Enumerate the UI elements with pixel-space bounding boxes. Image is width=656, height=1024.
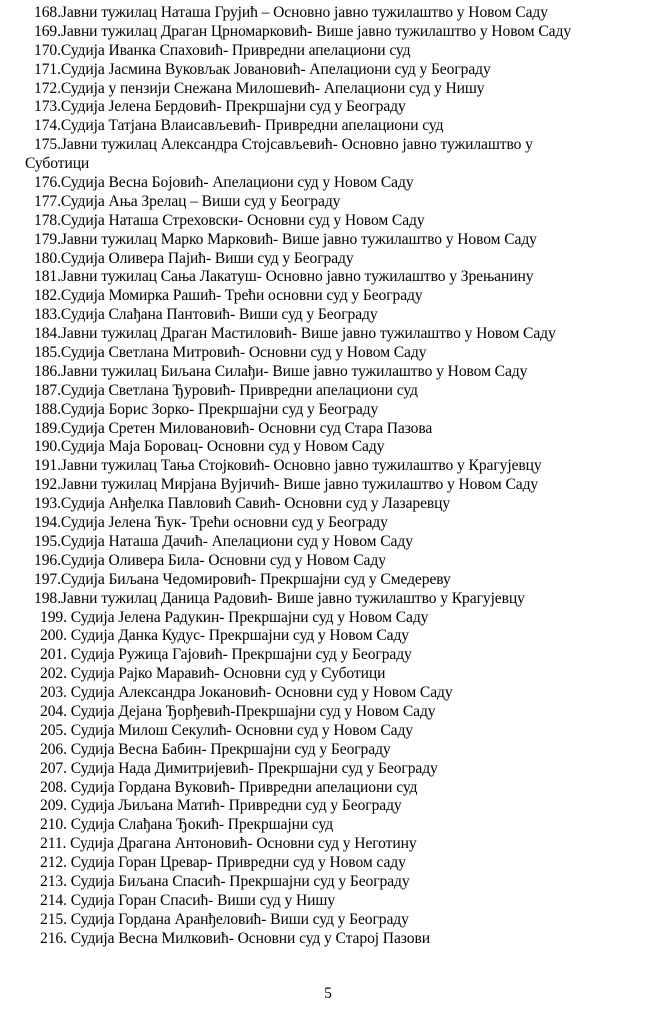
list-item: 194.Судија Јелена Ћук- Трећи основни суд у Београду bbox=[34, 514, 388, 532]
list-item: 169.Јавни тужилац Драган Црномарковић- Више јавно тужилаштво у Новом Саду bbox=[34, 22, 572, 40]
list-item: 174.Судија Татјана Влаисављевић- Привредни апелациони суд bbox=[34, 117, 444, 135]
list-item: 193.Судија Анђелка Павловић Савић- Основни суд у Лазаревцу bbox=[34, 495, 451, 513]
list-item: 208. Судија Гордана Вуковић- Привредни апелациони суд bbox=[40, 778, 418, 796]
list-item: 177.Судија Ања Зрелац – Виши суд у Београду bbox=[34, 192, 341, 210]
list-item: 201. Судија Ружица Гајовић- Прекршајни суд у Београду bbox=[40, 646, 412, 664]
list-item: 170.Судија Иванка Спаховић- Привредни апелациони суд bbox=[34, 41, 411, 59]
list-item: 211. Судија Драгана Антоновић- Основни суд у Неготину bbox=[40, 835, 417, 853]
list-item: 209. Судија Љиљана Матић- Привредни суд у Београду bbox=[40, 797, 402, 815]
list-item: 213. Судија Биљана Спасић- Прекршајни суд у Београду bbox=[40, 872, 410, 890]
list-item: 184.Јавни тужилац Драган Мастиловић- Више јавно тужилаштво у Новом Саду bbox=[34, 325, 556, 343]
list-item: 198.Јавни тужилац Даница Радовић- Више јавно тужилаштво у Крагујевцу bbox=[34, 589, 525, 607]
list-item: 197.Судија Биљана Чедомировић- Прекршајни суд у Смедереву bbox=[34, 570, 451, 588]
list-item: 179.Јавни тужилац Марко Марковић- Више јавно тужилаштво у Новом Саду bbox=[34, 230, 537, 248]
list-item: 187.Судија Светлана Ђуровић- Привредни апелациони суд bbox=[34, 381, 418, 399]
list-item: 212. Судија Горан Цревар- Привредни суд у Новом саду bbox=[40, 854, 406, 872]
list-item: 181.Јавни тужилац Сања Лакатуш- Основно јавно тужилаштво у Зрењанину bbox=[34, 268, 534, 286]
list-item: 191.Јавни тужилац Тања Стојковић- Основно јавно тужилаштво у Крагујевцу bbox=[34, 457, 542, 475]
list-item: 214. Судија Горан Спасић- Виши суд у Нишу bbox=[40, 891, 336, 909]
list-item: 186.Јавни тужилац Биљана Силађи- Више јавно тужилаштво у Новом Саду bbox=[34, 362, 528, 380]
list-item: 192.Јавни тужилац Мирјана Вујичић- Више јавно тужилаштво у Новом Саду bbox=[34, 476, 539, 494]
list-item: 195.Судија Наташа Дачић- Апелациони суд у Новом Саду bbox=[34, 532, 413, 550]
page-number: 5 bbox=[324, 985, 332, 1002]
list-item: 189.Судија Сретен Миловановић- Основни суд Стара Пазова bbox=[34, 419, 433, 437]
list-item: 176.Судија Весна Бојовић- Апелациони суд у Новом Саду bbox=[34, 174, 414, 192]
list-item: 200. Судија Данка Кудус- Прекршајни суд у Новом Саду bbox=[40, 627, 409, 645]
list-item: 202. Судија Рајко Маравић- Основни суд у Суботици bbox=[40, 665, 386, 683]
list-item: 180.Судија Оливера Пајић- Виши суд у Београду bbox=[34, 249, 354, 267]
list-item: 216. Судија Весна Милковић- Основни суд у Старој Пазови bbox=[40, 929, 430, 947]
list-item: 185.Судија Светлана Митровић- Основни суд у Новом Саду bbox=[34, 344, 427, 362]
list-item: 199. Судија Јелена Радукин- Прекршајни суд у Новом Саду bbox=[40, 608, 429, 626]
list-item: 178.Судија Наташа Стреховски- Основни суд у Новом Саду bbox=[34, 211, 425, 229]
list-item: 183.Судија Слађана Пантовић- Виши суд у Београду bbox=[34, 306, 378, 324]
list-item: 190.Судија Маја Боровац- Основни суд у Новом Саду bbox=[34, 438, 385, 456]
list-item: 172.Судија у пензији Снежана Милошевић- Апелациони суд у Нишу bbox=[34, 79, 485, 97]
list-item: 175.Јавни тужилац Александра Стојсављевић- Основно јавно тужилаштво у bbox=[34, 136, 533, 154]
list-item: 173.Судија Јелена Бердовић- Прекршајни суд у Београду bbox=[34, 98, 406, 116]
list-item: 210. Судија Слађана Ђокић- Прекршајни суд bbox=[40, 816, 334, 834]
list-item: 206. Судија Весна Бабин- Прекршајни суд у Београду bbox=[40, 740, 391, 758]
list-item: 204. Судија Дејана Ђорђевић-Прекршајни суд у Новом Саду bbox=[40, 702, 436, 720]
list-item-continuation: Суботици bbox=[25, 155, 90, 173]
list-item: 205. Судија Милош Секулић- Основни суд у Новом Саду bbox=[40, 721, 414, 739]
document-page bbox=[0, 4, 656, 949]
list-item: 182.Судија Момирка Рашић- Трећи основни суд у Београду bbox=[34, 287, 423, 305]
list-item: 215. Судија Гордана Аранђеловић- Виши суд у Београду bbox=[40, 910, 409, 928]
list-item: 203. Судија Александра Јокановић- Основни суд у Новом Саду bbox=[40, 684, 453, 702]
list-item: 207. Судија Нада Димитријевић- Прекршајни суд у Београду bbox=[40, 759, 438, 777]
list-item: 171.Судија Јасмина Вуковљак Јовановић- Апелациони суд у Београду bbox=[34, 60, 491, 78]
list-item: 188.Судија Борис Зорко- Прекршајни суд у Београду bbox=[34, 400, 379, 418]
list-item: 196.Судија Оливера Била- Основни суд у Новом Саду bbox=[34, 551, 386, 569]
list-item: 168.Јавни тужилац Наташа Грујић – Основно јавно тужилаштво у Новом Саду bbox=[34, 4, 548, 21]
